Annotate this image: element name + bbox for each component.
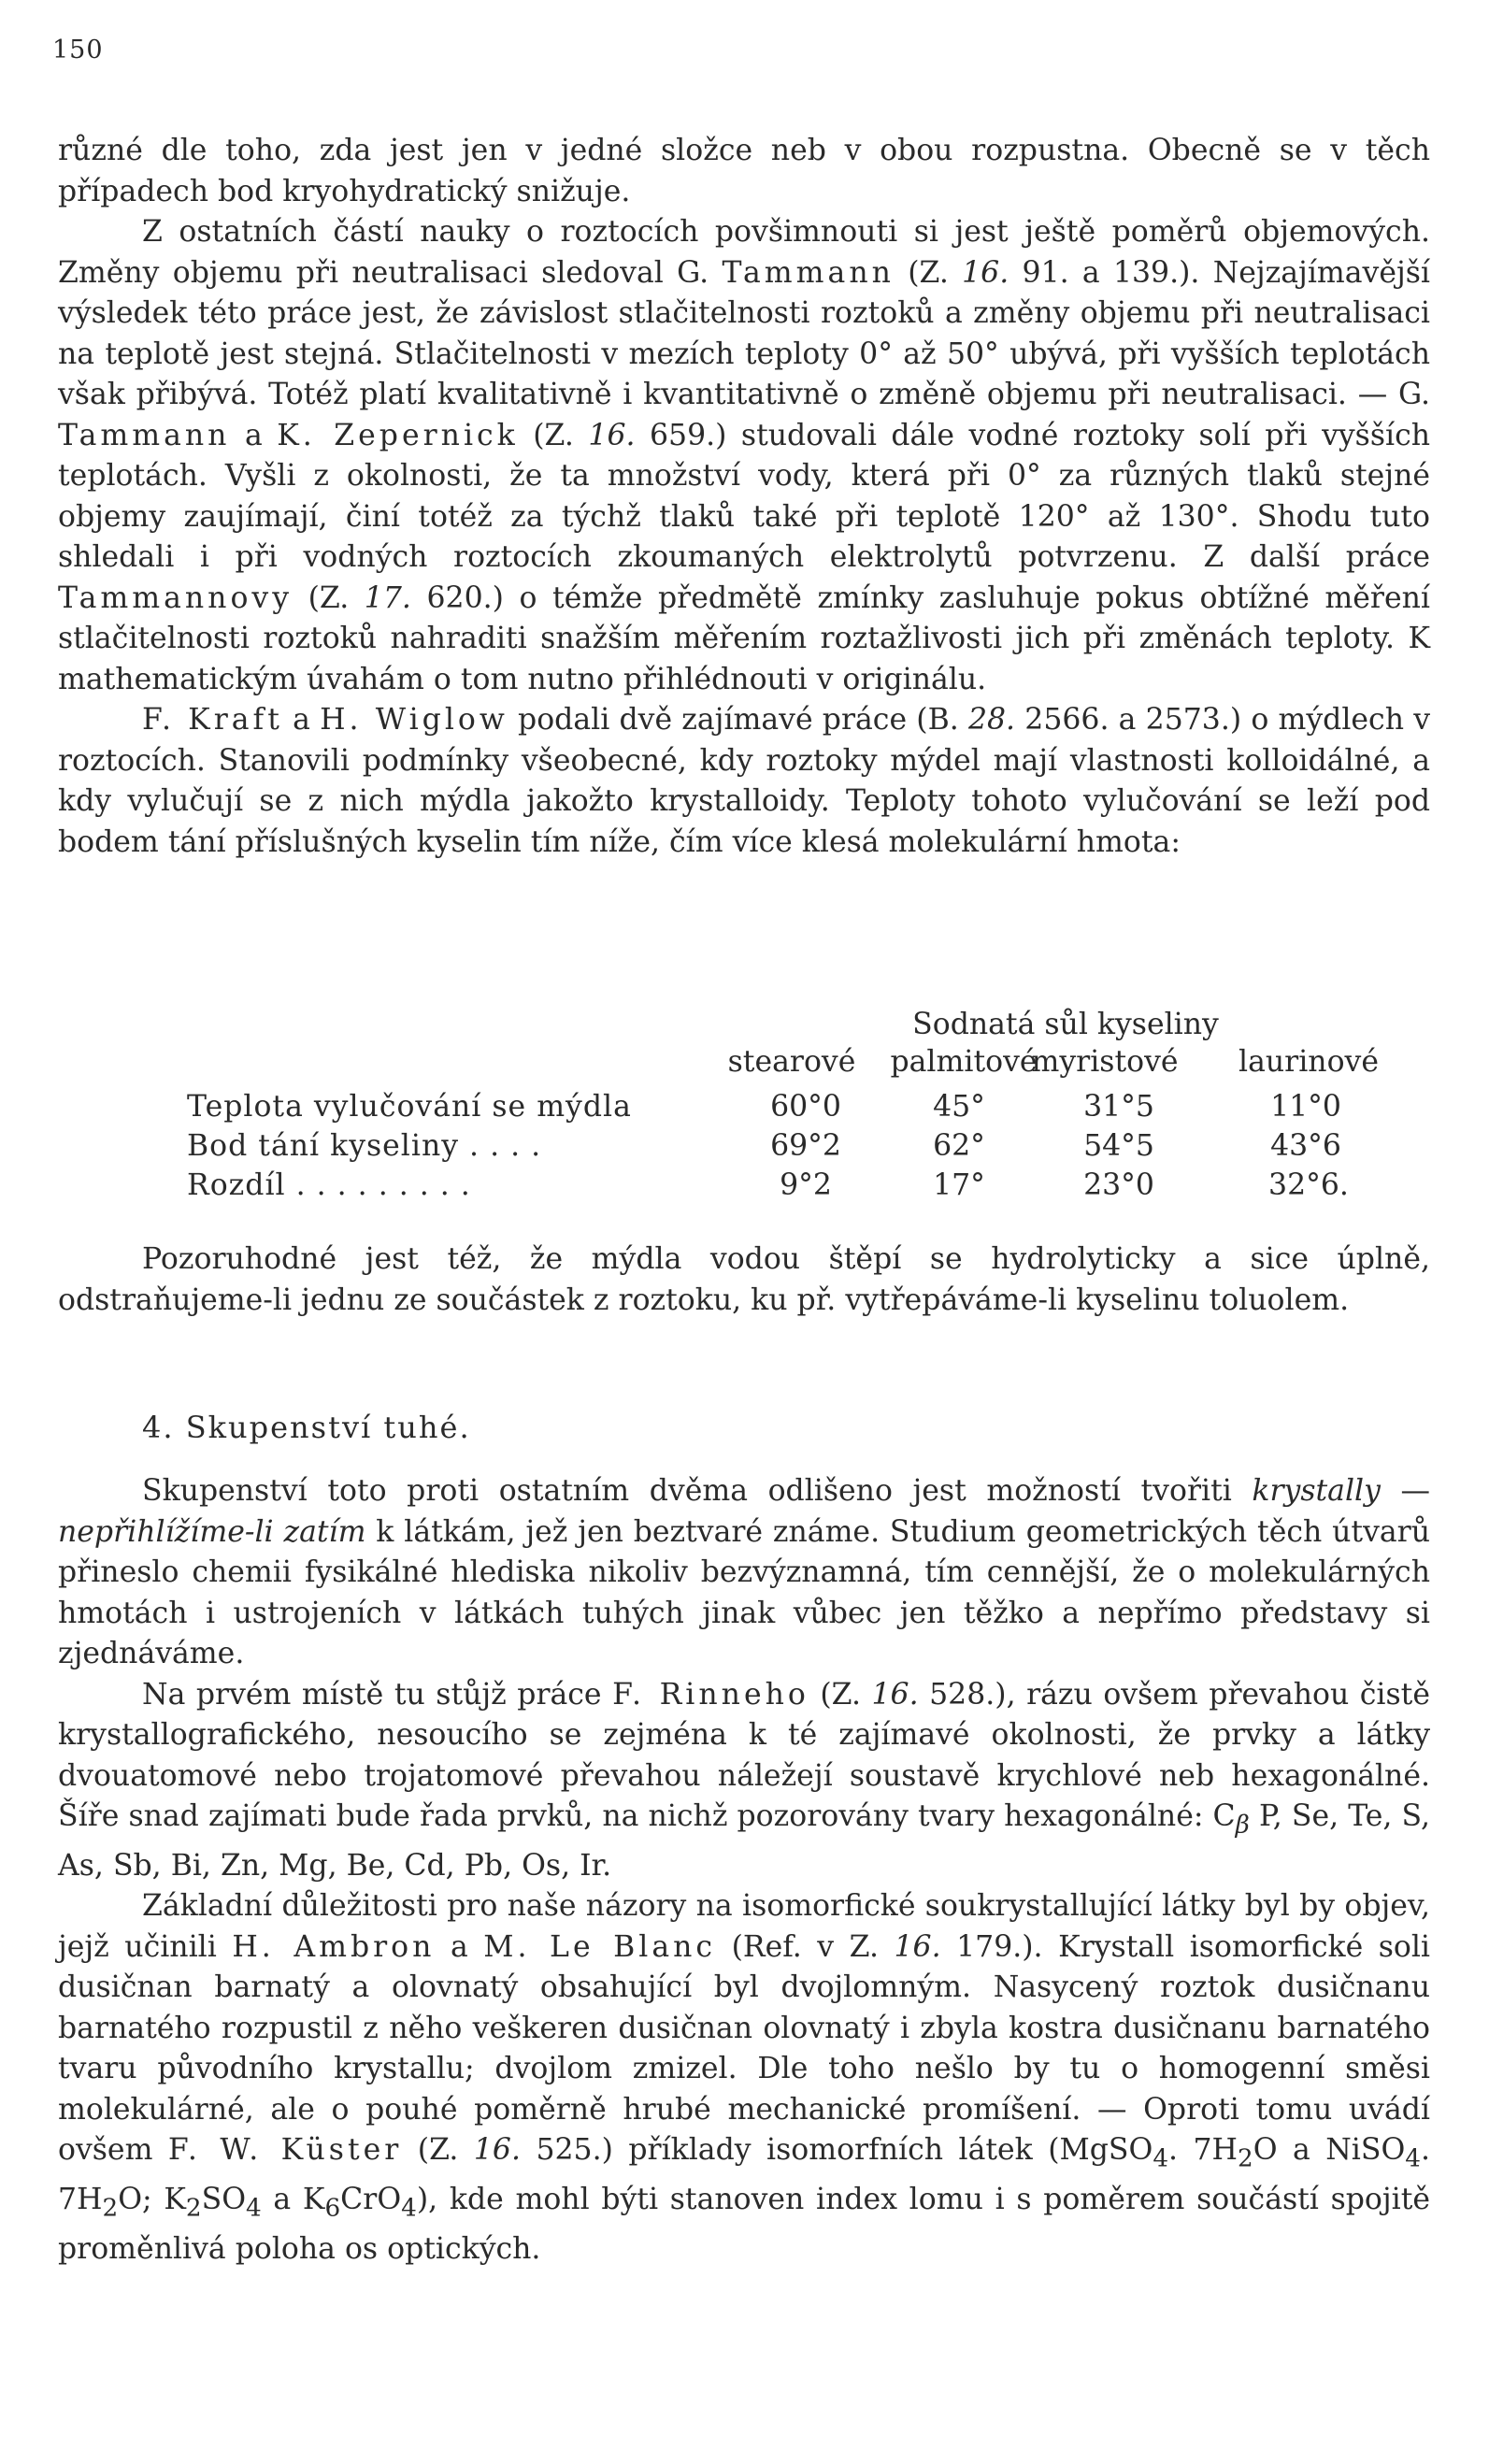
table-cell: 45° bbox=[933, 1090, 985, 1124]
table-group-header: Sodnatá sůl kyseliny bbox=[912, 1008, 1219, 1041]
text-block-hydrolysis bbox=[58, 1239, 1430, 1321]
table-cell: 31°5 bbox=[1083, 1090, 1154, 1124]
table-row bbox=[58, 1129, 1430, 1167]
table-cell: 23°0 bbox=[1083, 1168, 1154, 1202]
subscript: 2 bbox=[185, 2194, 202, 2223]
table-cell: 9°2 bbox=[780, 1168, 832, 1202]
author-name: F. W. Küster bbox=[167, 2133, 403, 2168]
author-name: M. Le Blanc bbox=[483, 1929, 717, 1964]
row-label: Teplota vylučování se mýdla bbox=[187, 1090, 632, 1124]
row-label: Bod tání kyseliny . . . . bbox=[187, 1129, 542, 1163]
paragraph-solid: Skupenství toto proti ostatním dvěma odlišeno jest možností tvořiti krystally — nepřihlížíme-li zatím k látkám, jež jen beztvaré známe. Studium geometrických těch útvarů přineslo chemii fysikálné hlediska nikoliv bezvýznamná, tím cennější, že o molekulárných hmotách i ustrojeních v látkách tuhých jinak vůbec jen těžko a nepřímo představy si zjednáváme. bbox=[58, 1474, 1431, 1670]
table-cell: 11°0 bbox=[1270, 1090, 1341, 1124]
author-name: F. Rinneho bbox=[612, 1677, 809, 1712]
paragraph-ambron: Základní důležitosti pro naše názory na isomorfické soukrystallující látky byl by objev, jejž učinili H. Ambron a M. Le Blanc (Ref. v Z. 16. 179.). Krystall isomorfické soli dusičnan barnatý a olovnatý obsahující byl dvojlomným. Nasycený roztok dusičnanu barnatého rozpustil z něho veškeren dusičnan olovnatý i zbyla kostra dusičnanu barnatého tvaru původního krystallu; dvojlom zmizel. Dle toho nešlo by tu o homogenní směsi molekulárné, ale o pouhé poměrně hrubé mechanické promíšení. — Oproti tomu uvádí ovšem F. W. Küster (Z. 16. 525.) příklady isomorfních látek (MgSO$_4$. $7H_2O$ a NiSO$_4$. $7H_2O$; $K_2SO_4$ a $K_6CrO_4$), kde mohl býti stanoven index lomu i s poměrem součástí spojitě proměnlivá poloha os optických. bbox=[58, 1889, 1431, 2266]
table-cell: 43°6 bbox=[1270, 1129, 1341, 1163]
paragraph-rinne: Na prvém místě tu stůjž práce F. Rinneho (Z. 16. 528.), rázu ovšem převahou čistě krystallografického, nesoucího se zejména k té zajímavé okolnosti, že prvky a látky dvouatomové nebo trojatomové převahou náležejí soustavě krychlové neb hexagonálné. Šíře snad zajímati bude řada prvků, na nichž pozorovány tvary hexagonálné: $C_\beta$ P, Se, Te, S, As, Sb, Bi, Zn, Mg, Be, Cd, Pb, Os, Ir. bbox=[58, 1677, 1430, 1883]
volume-ref: 16. bbox=[894, 1929, 941, 1964]
page-number: 150 bbox=[52, 36, 104, 64]
text-block-top bbox=[58, 131, 1430, 863]
author-name: H. Ambron bbox=[232, 1929, 436, 1964]
author-name: F. Kraft bbox=[142, 703, 283, 737]
author-name: H. Wiglow bbox=[320, 703, 508, 737]
table-row bbox=[58, 1090, 1430, 1127]
author-name: Tammann bbox=[722, 255, 895, 290]
paragraph-soap: F. Kraft a H. Wiglow podali dvě zajímavé práce (B. 28. 2566. a 2573.) o mýdlech v roztocích. Stanovili podmínky všeobecné, kdy roztoky mýdel mají vlastnosti kolloidálné, a kdy vylučují se z nich mýdla jakožto krystalloidy. Teploty tohoto vylučování se leží pod bodem tání příslušných kyselin tím níže, čím více klesá molekulární hmota: bbox=[58, 703, 1430, 859]
volume-ref: 16. bbox=[473, 2133, 521, 2168]
subscript: 2 bbox=[1238, 2144, 1253, 2173]
volume-ref: 16. bbox=[588, 418, 636, 452]
author-name: K. Zepernick bbox=[277, 418, 519, 452]
text-block-bottom bbox=[58, 1471, 1430, 2270]
table-cell: 60°0 bbox=[770, 1090, 841, 1124]
paragraph-volume: Z ostatních částí nauky o roztocích povšimnouti si jest ještě poměrů objemových. Změny objemu při neutralisaci sledoval G. Tammann (Z. 16. 91. a 139.). Nejzajímavější výsledek této práce jest, že závislost stlačitelnosti roztoků a změny objemu při neutralisaci na teplotě jest stejná. Stlačitelnosti v mezích teploty 0° až 50° ubývá, při vyšších teplotách však přibývá. Totéž platí kvalitativně i kvantitativně o změně objemu při neutralisaci. — G. Tammann a K. Zepernick (Z. 16. 659.) studovali dále vodné roztoky solí při vyšších teplotách. Vyšli z okolnosti, že ta množství vody, která při 0° za různých tlaků stejné objemy zaujímají, činí totéž za týchž tlaků také při teplotě 120° až 130°. Shodu tuto shledali i při vodných roztocích zkoumaných elektrolytů potvrzenu. Z další práce Tammannovy (Z. 17. 620.) o témže předmětě zmínky zasluhuje pokus obtížné měření stlačitelnosti roztoků nahraditi snažším měřením roztažlivosti jich při změnách teploty. K mathematickým úvahám o tom nutno přihlédnouti v originálu. bbox=[58, 215, 1431, 696]
table-cell: 69°2 bbox=[770, 1129, 841, 1163]
subscript: 4 bbox=[246, 2194, 262, 2223]
column-header: myristové bbox=[1031, 1045, 1179, 1079]
italic-term: krystally bbox=[1252, 1474, 1381, 1508]
volume-ref: 17. bbox=[364, 580, 411, 615]
subscript: β bbox=[1235, 1811, 1250, 1840]
subscript: 4 bbox=[1405, 2144, 1421, 2173]
subscript: 4 bbox=[401, 2194, 417, 2223]
volume-ref: 16. bbox=[871, 1677, 919, 1712]
column-header: palmitové bbox=[890, 1045, 1038, 1079]
row-label: Rozdíl . . . . . . . . . bbox=[187, 1168, 471, 1202]
subscript: 2 bbox=[102, 2194, 119, 2223]
table-row bbox=[58, 1168, 1430, 1206]
volume-ref: 16. bbox=[962, 255, 1009, 290]
table-cell: 54°5 bbox=[1083, 1129, 1154, 1163]
paragraph-hydrolysis: Pozoruhodné jest též, že mýdla vodou štěpí se hydrolyticky a sice úplně, odstraňujeme-li jednu ze součástek z roztoku, ku př. vytřepáváme-li kyselinu toluolem. bbox=[58, 1242, 1430, 1317]
subscript: 6 bbox=[324, 2194, 341, 2223]
subscript: 4 bbox=[1153, 2144, 1169, 2173]
paragraph-intro: různé dle toho, zda jest jen v jedné složce neb v obou rozpustna. Obecně se v těch případech bod kryohydratický snižuje. bbox=[58, 134, 1430, 208]
section-heading: 4. Skupenství tuhé. bbox=[142, 1410, 471, 1445]
table-cell: 32°6. bbox=[1268, 1168, 1349, 1202]
column-header: laurinové bbox=[1238, 1045, 1379, 1079]
author-name: Tammannovy bbox=[58, 580, 293, 615]
author-name: Tammann bbox=[58, 418, 231, 452]
table-cell: 17° bbox=[933, 1168, 985, 1202]
table-cell: 62° bbox=[933, 1129, 985, 1163]
column-header: stearové bbox=[727, 1045, 856, 1079]
volume-ref: 28. bbox=[967, 703, 1016, 737]
italic-term: nepřihlížíme-li zatím bbox=[58, 1514, 366, 1549]
